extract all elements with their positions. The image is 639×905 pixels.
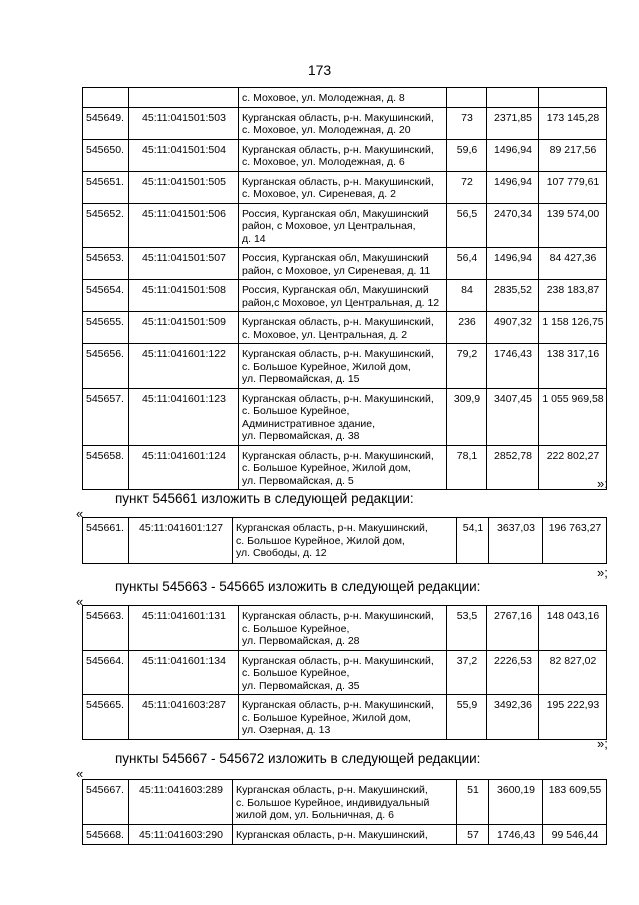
address-line: ул. Свободы, д. 12 xyxy=(236,547,327,559)
price-per-unit-cell: 4907,32 xyxy=(487,312,539,344)
cadastral-number-cell: 45:11:041601:134 xyxy=(129,650,239,695)
address-line: ул. Первомайская, д. 15 xyxy=(242,373,360,385)
registry-table-4 xyxy=(82,779,607,845)
price-per-unit-cell: 3407,45 xyxy=(487,388,539,445)
cadastral-value-cell: 99 546,44 xyxy=(543,824,607,844)
address-line: Курганская область, р-н. Макушинский, xyxy=(236,784,428,796)
area-cell: 55,9 xyxy=(447,695,487,740)
address-line: с. Моховое, ул. Молодежная, д. 20 xyxy=(242,124,411,136)
area-cell: 57 xyxy=(457,824,489,844)
cadastral-value-cell: 195 222,93 xyxy=(539,695,607,740)
address-line: Курганская область, р-н. Макушинский, xyxy=(242,348,434,360)
address-cell xyxy=(233,780,457,825)
cadastral-number-cell: 45:11:041501:504 xyxy=(129,139,239,171)
price-per-unit-cell: 2835,52 xyxy=(487,280,539,312)
area-cell: 309,9 xyxy=(447,388,487,445)
price-per-unit-cell: 2767,16 xyxy=(487,606,539,651)
price-per-unit-cell: 2852,78 xyxy=(487,445,539,490)
price-per-unit-cell: 3600,19 xyxy=(489,780,543,825)
address-line: район, с Моховое, ул Центральная, xyxy=(242,220,416,232)
address-cell xyxy=(239,203,447,248)
address-line: район,с Моховое, ул Центральная, д. 12 xyxy=(242,296,440,309)
closing-quote: »; xyxy=(597,565,608,580)
address-line: с. Большое Курейное, Жилой дом, xyxy=(242,360,411,373)
cadastral-number-cell: 45:11:041601:131 xyxy=(129,606,239,651)
address-line: с. Большое Курейное, xyxy=(242,405,350,417)
price-per-unit-cell: 1496,94 xyxy=(487,139,539,171)
row-number-cell: 545657. xyxy=(83,388,129,445)
address-cell xyxy=(239,695,447,740)
row-number-cell: 545653. xyxy=(83,248,129,280)
address-cell xyxy=(239,445,447,490)
row-number-cell: 545655. xyxy=(83,312,129,344)
area-cell: 79,2 xyxy=(447,344,487,389)
area-cell: 72 xyxy=(447,171,487,203)
address-line: жилой дом, ул. Больничная, д. 6 xyxy=(236,809,394,821)
area-cell: 59,6 xyxy=(447,139,487,171)
address-line: с. Большое Курейное, Жилой дом, xyxy=(242,711,411,724)
area-cell: 56,5 xyxy=(447,203,487,248)
cadastral-number-cell: 45:11:041501:508 xyxy=(129,280,239,312)
row-number-cell: 545654. xyxy=(83,280,129,312)
instruction-paragraph: пункты 545663 - 545665 изложить в следующей редакции: xyxy=(115,579,481,594)
address-line: Курганская область, р-н. Макушинский, xyxy=(236,522,428,534)
address-cell xyxy=(239,280,447,312)
price-per-unit-cell: 3637,03 xyxy=(489,518,543,564)
address-cell xyxy=(233,824,457,844)
row-number-cell: 545668. xyxy=(83,824,129,844)
address-line: ул. Первомайская, д. 38 xyxy=(242,430,360,442)
price-per-unit-cell: 2371,85 xyxy=(487,107,539,139)
area-cell: 54,1 xyxy=(457,518,489,564)
area-cell: 37,2 xyxy=(447,650,487,695)
address-cell xyxy=(239,88,447,108)
address-line: с. Большое Курейное, индивидуальный xyxy=(236,796,430,809)
registry-table-1 xyxy=(82,87,607,490)
address-line: ул. Озерная, д. 13 xyxy=(242,724,331,736)
page-number: 173 xyxy=(307,62,332,78)
registry-table-2 xyxy=(82,517,607,564)
table-row xyxy=(83,203,607,248)
row-number-cell: 545651. xyxy=(83,171,129,203)
address-line: Административное здание, xyxy=(242,417,376,430)
price-per-unit-cell: 2226,53 xyxy=(487,650,539,695)
table-row xyxy=(83,344,607,389)
area-cell xyxy=(447,88,487,108)
table-row xyxy=(83,107,607,139)
cadastral-value-cell: 222 802,27 xyxy=(539,445,607,490)
address-line: Россия, Курганская обл, Макушинский xyxy=(242,207,429,220)
table-row xyxy=(83,824,607,844)
row-number-cell: 545649. xyxy=(83,107,129,139)
address-line: с. Большое Курейное, Жилой дом, xyxy=(236,534,405,547)
address-line: Курганская область, р-н. Макушинский, xyxy=(236,828,428,841)
price-per-unit-cell: 2470,34 xyxy=(487,203,539,248)
closing-quote: »; xyxy=(597,476,608,491)
price-per-unit-cell: 1746,43 xyxy=(489,824,543,844)
address-line: ул. Первомайская, д. 28 xyxy=(242,635,360,647)
table-row xyxy=(83,139,607,171)
cadastral-value-cell: 173 145,28 xyxy=(539,107,607,139)
address-line: с. Большое Курейное, xyxy=(242,622,350,635)
address-cell xyxy=(239,139,447,171)
address-line: с. Большое Курейное, Жилой дом, xyxy=(242,462,411,474)
cadastral-value-cell xyxy=(539,88,607,108)
cadastral-value-cell: 107 779,61 xyxy=(539,171,607,203)
address-line: Россия, Курганская обл, Макушинский xyxy=(242,252,429,264)
address-cell xyxy=(239,248,447,280)
cadastral-number-cell: 45:11:041601:127 xyxy=(129,518,233,564)
table-row xyxy=(83,518,607,564)
price-per-unit-cell: 1746,43 xyxy=(487,344,539,389)
address-line: Курганская область, р-н. Макушинский, xyxy=(242,316,434,328)
table-row xyxy=(83,248,607,280)
table-row xyxy=(83,606,607,651)
opening-quote: « xyxy=(76,594,84,609)
cadastral-value-cell: 1 158 126,75 xyxy=(539,312,607,344)
row-number-cell xyxy=(83,88,129,108)
address-cell xyxy=(239,650,447,695)
cadastral-number-cell: 45:11:041603:289 xyxy=(129,780,233,825)
cadastral-number-cell xyxy=(129,88,239,108)
row-number-cell: 545658. xyxy=(83,445,129,490)
area-cell: 236 xyxy=(447,312,487,344)
address-line: с. Моховое, ул. Сиреневая, д. 2 xyxy=(242,188,396,200)
address-line: Курганская область, р-н. Макушинский, xyxy=(242,699,434,711)
price-per-unit-cell: 1496,94 xyxy=(487,171,539,203)
address-line: ул. Первомайская, д. 35 xyxy=(242,679,360,692)
address-line: Курганская область, р-н. Макушинский, xyxy=(242,654,434,667)
cadastral-number-cell: 45:11:041601:122 xyxy=(129,344,239,389)
address-line: Курганская область, р-н. Макушинский, xyxy=(242,449,434,462)
address-cell xyxy=(239,606,447,651)
address-line: ул. Первомайская, д. 5 xyxy=(242,474,354,487)
area-cell: 53,5 xyxy=(447,606,487,651)
price-per-unit-cell xyxy=(487,88,539,108)
address-cell xyxy=(239,107,447,139)
table-row xyxy=(83,171,607,203)
area-cell: 51 xyxy=(457,780,489,825)
cadastral-number-cell: 45:11:041501:506 xyxy=(129,203,239,248)
address-cell xyxy=(239,312,447,344)
cadastral-number-cell: 45:11:041501:507 xyxy=(129,248,239,280)
table-row xyxy=(83,445,607,490)
address-line: Курганская область, р-н. Макушинский, xyxy=(242,392,434,405)
address-cell xyxy=(239,171,447,203)
row-number-cell: 545650. xyxy=(83,139,129,171)
closing-quote: »; xyxy=(597,736,608,751)
address-line: Курганская область, р-н. Макушинский, xyxy=(242,610,434,622)
table-row xyxy=(83,650,607,695)
address-line: с. Моховое, ул. Молодежная, д. 6 xyxy=(242,156,405,168)
area-cell: 78,1 xyxy=(447,445,487,490)
address-line: Курганская область, р-н. Макушинский, xyxy=(242,175,434,188)
cadastral-value-cell: 139 574,00 xyxy=(539,203,607,248)
row-number-cell: 545664. xyxy=(83,650,129,695)
row-number-cell: 545661. xyxy=(83,518,129,564)
cadastral-number-cell: 45:11:041501:509 xyxy=(129,312,239,344)
cadastral-value-cell: 138 317,16 xyxy=(539,344,607,389)
row-number-cell: 545665. xyxy=(83,695,129,740)
address-line: Россия, Курганская обл, Макушинский xyxy=(242,284,429,296)
cadastral-value-cell: 1 055 969,58 xyxy=(539,388,607,445)
cadastral-value-cell: 82 827,02 xyxy=(539,650,607,695)
row-number-cell: 545667. xyxy=(83,780,129,825)
address-line: Курганская область, р-н. Макушинский, xyxy=(242,111,434,124)
address-cell xyxy=(233,518,457,564)
address-line: Курганская область, р-н. Макушинский, xyxy=(242,143,434,156)
address-line: с. Моховое, ул. Молодежная, д. 8 xyxy=(242,92,405,104)
cadastral-number-cell: 45:11:041601:123 xyxy=(129,388,239,445)
row-number-cell: 545663. xyxy=(83,606,129,651)
instruction-paragraph: пункт 545661 изложить в следующей редакции: xyxy=(115,491,414,506)
price-per-unit-cell: 3492,36 xyxy=(487,695,539,740)
cadastral-value-cell: 183 609,55 xyxy=(543,780,607,825)
registry-table-3 xyxy=(82,605,607,740)
cadastral-value-cell: 84 427,36 xyxy=(539,248,607,280)
cadastral-value-cell: 238 183,87 xyxy=(539,280,607,312)
address-line: район, с Моховое, ул Сиреневая, д. 11 xyxy=(242,264,431,277)
opening-quote: « xyxy=(76,766,84,781)
cadastral-number-cell: 45:11:041501:505 xyxy=(129,171,239,203)
area-cell: 84 xyxy=(447,280,487,312)
table-row xyxy=(83,388,607,445)
table-row xyxy=(83,312,607,344)
table-row xyxy=(83,88,607,108)
cadastral-number-cell: 45:11:041603:290 xyxy=(129,824,233,844)
address-line: д. 14 xyxy=(242,232,266,245)
table-row xyxy=(83,695,607,740)
cadastral-value-cell: 196 763,27 xyxy=(543,518,607,564)
row-number-cell: 545656. xyxy=(83,344,129,389)
cadastral-number-cell: 45:11:041601:124 xyxy=(129,445,239,490)
address-cell xyxy=(239,344,447,389)
address-cell xyxy=(239,388,447,445)
cadastral-number-cell: 45:11:041501:503 xyxy=(129,107,239,139)
area-cell: 56,4 xyxy=(447,248,487,280)
price-per-unit-cell: 1496,94 xyxy=(487,248,539,280)
address-line: с. Большое Курейное, xyxy=(242,667,350,679)
cadastral-value-cell: 148 043,16 xyxy=(539,606,607,651)
area-cell: 73 xyxy=(447,107,487,139)
row-number-cell: 545652. xyxy=(83,203,129,248)
table-row xyxy=(83,780,607,825)
cadastral-value-cell: 89 217,56 xyxy=(539,139,607,171)
opening-quote: « xyxy=(76,506,84,521)
cadastral-number-cell: 45:11:041603:287 xyxy=(129,695,239,740)
address-line: с. Моховое, ул. Центральная, д. 2 xyxy=(242,328,408,341)
instruction-paragraph: пункты 545667 - 545672 изложить в следующей редакции: xyxy=(115,751,481,766)
table-row xyxy=(83,280,607,312)
